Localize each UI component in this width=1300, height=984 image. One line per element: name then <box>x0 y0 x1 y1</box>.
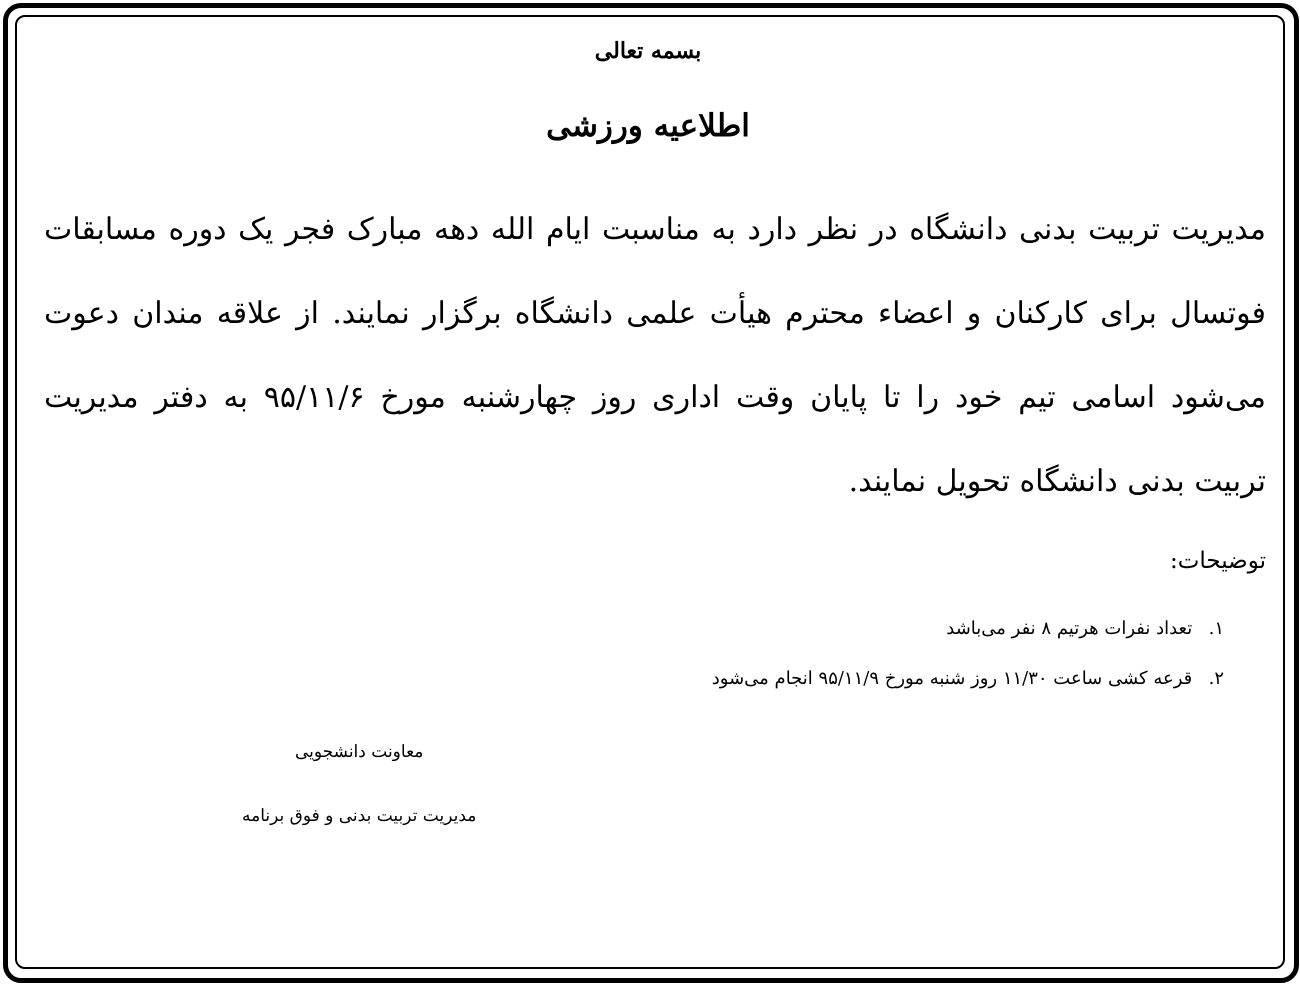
note-text: تعداد نفرات هرتیم ۸ نفر می‌باشد <box>946 618 1193 639</box>
note-number: ۱. <box>1208 618 1224 639</box>
note-item <box>712 668 1224 718</box>
notes-list <box>712 618 1224 718</box>
body-line: تربیت بدنی دانشگاه تحویل نمایند. <box>848 464 1266 499</box>
signature-department: مدیریت تربیت بدنی و فوق برنامه <box>242 806 477 826</box>
body-line: فوتسال برای کارکنان و اعضاء محترم هیأت علمی دانشگاه برگزار نمایند. از علاقه مندان دعوت <box>44 296 1266 331</box>
note-text: قرعه کشی ساعت ۱۱/۳۰ روز شنبه مورخ ۹۵/۱۱/۹ انجام می‌شود <box>711 668 1193 689</box>
body-line: مدیریت تربیت بدنی دانشگاه در نظر دارد به مناسبت ایام الله دهه مبارک فجر یک دوره مسابقات <box>44 212 1266 247</box>
signature-office: معاونت دانشجویی <box>295 742 424 762</box>
body-line: می‌شود اسامی تیم خود را تا پایان وقت اداری روز چهارشنبه مورخ ۹۵/۱۱/۶ به دفتر مدیریت <box>44 380 1267 415</box>
announcement-document <box>30 20 1266 950</box>
note-item <box>712 618 1224 668</box>
announcement-body <box>44 188 1266 524</box>
announcement-title: اطلاعیه ورزشی <box>546 108 750 144</box>
note-number: ۲. <box>1208 668 1224 689</box>
notes-label: توضیحات: <box>1169 548 1266 574</box>
invocation-heading: بسمه تعالی <box>594 38 702 64</box>
